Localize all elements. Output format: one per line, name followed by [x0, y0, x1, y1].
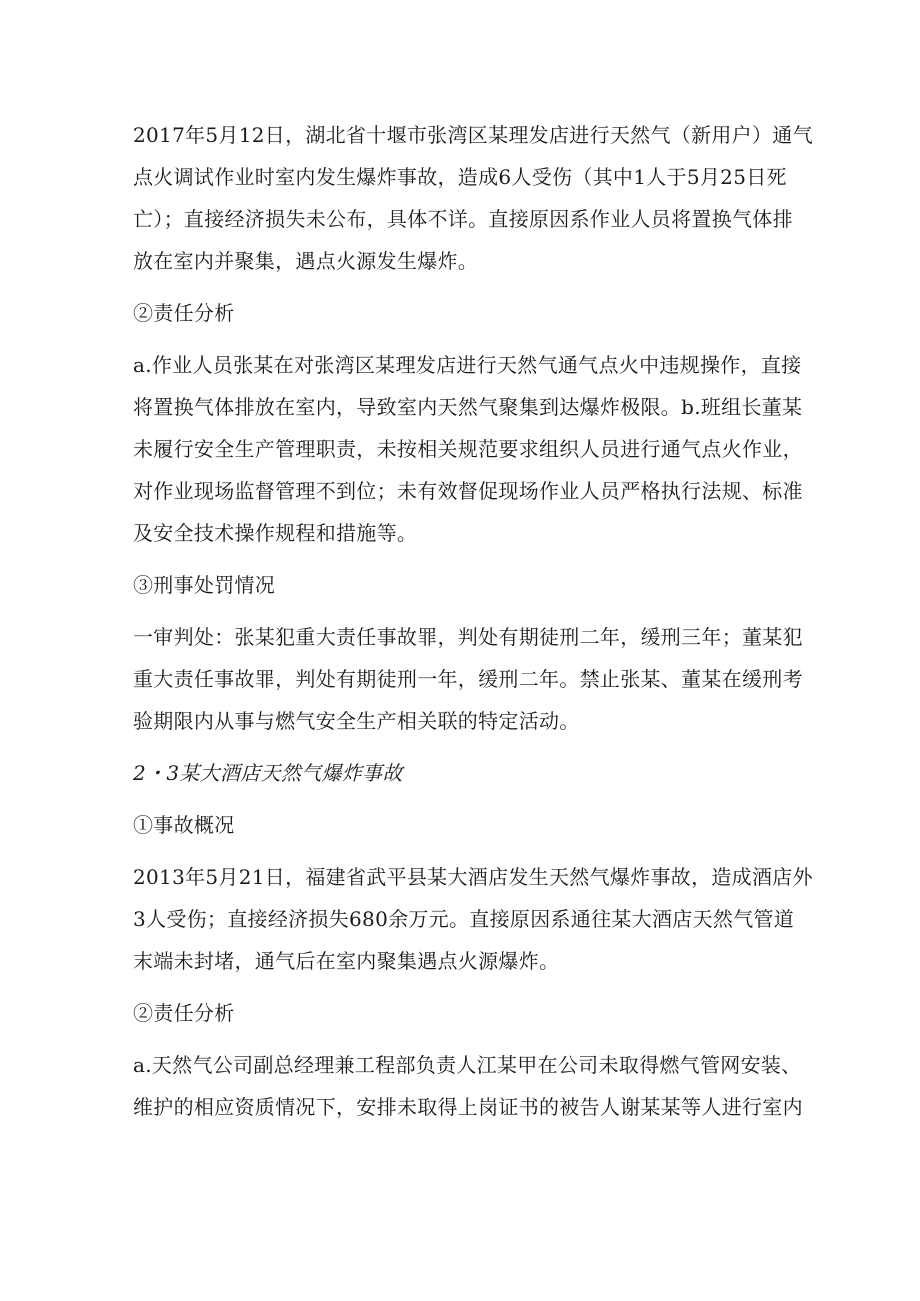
document-page [133, 114, 813, 1138]
text-line: 放在室内并聚集，遇点火源发生爆炸。 [133, 249, 479, 273]
text-line: a.作业人员张某在对张湾区某理发店进行天然气通气点火中违规操作，直接 [133, 353, 802, 377]
text-line: 维护的相应资质情况下，安排未取得上岗证书的被告人谢某某等人进行室内 [133, 1095, 803, 1119]
heading-accident-overview [133, 804, 793, 846]
paragraph-accident-2013 [133, 856, 813, 982]
text-line: 及安全技术操作规程和措施等。 [133, 521, 418, 545]
heading-text: ②责任分析 [133, 301, 235, 325]
heading-text: ②责任分析 [133, 1001, 235, 1025]
paragraph-responsibility-2017 [133, 344, 803, 554]
heading-responsibility-analysis [133, 292, 793, 334]
paragraph-accident-2017 [133, 114, 813, 282]
text-line: 一审判处：张某犯重大责任事故罪，判处有期徒刑二年，缓刑三年；董某犯 [133, 625, 803, 649]
text-line: 末端未封堵，通气后在室内聚集遇点火源爆炸。 [133, 949, 560, 973]
section-title-hotel-explosion [133, 752, 793, 794]
text-line: 点火调试作业时室内发生爆炸事故，造成6人受伤（其中1人于5月25日死 [133, 165, 787, 189]
text-line: 未履行安全生产管理职责，未按相关规范要求组织人员进行通气点火作业， [133, 437, 803, 461]
text-line: 将置换气体排放在室内，导致室内天然气聚集到达爆炸极限。b.班组长董某 [133, 395, 803, 419]
text-line: 2017年5月12日，湖北省十堰市张湾区某理发店进行天然气（新用户）通气 [133, 123, 813, 147]
heading-responsibility-analysis-2 [133, 992, 793, 1034]
text-line: 验期限内从事与燃气安全生产相关联的特定活动。 [133, 709, 580, 733]
paragraph-criminal-penalty [133, 616, 803, 742]
section-title-text: 2・3某大酒店天然气爆炸事故 [133, 761, 403, 785]
text-line: 对作业现场监督管理不到位；未有效督促现场作业人员严格执行法规、标准 [133, 479, 803, 503]
heading-text: ③刑事处罚情况 [133, 573, 276, 597]
heading-text: ①事故概况 [133, 813, 235, 837]
text-line: 亡）；直接经济损失未公布，具体不详。直接原因系作业人员将置换气体排 [133, 207, 793, 231]
text-line: 重大责任事故罪，判处有期徒刑一年，缓刑二年。禁止张某、董某在缓刑考 [133, 667, 803, 691]
heading-criminal-penalty [133, 564, 793, 606]
text-line: 2013年5月21日，福建省武平县某大酒店发生天然气爆炸事故，造成酒店外 [133, 865, 813, 889]
text-line: 3人受伤；直接经济损失680余万元。直接原因系通往某大酒店天然气管道 [133, 907, 795, 931]
text-line: a.天然气公司副总经理兼工程部负责人江某甲在公司未取得燃气管网安装、 [133, 1053, 802, 1077]
paragraph-responsibility-2013 [133, 1044, 803, 1128]
